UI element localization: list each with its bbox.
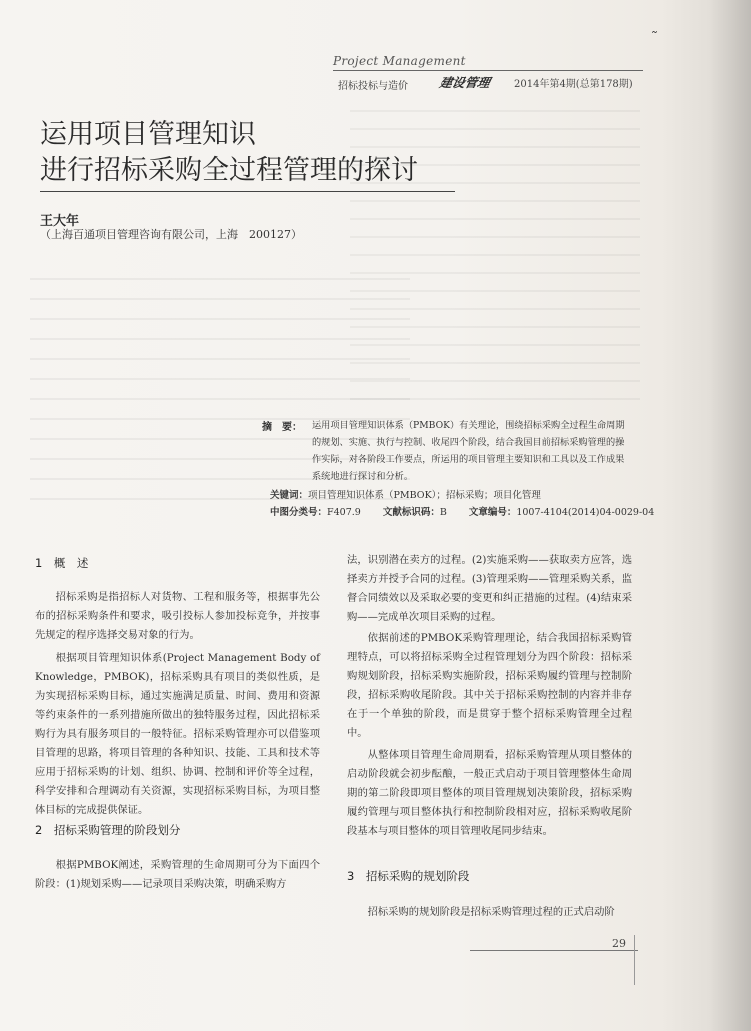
abstract-text: 运用项目管理知识体系（PMBOK）有关理论，围绕招标采购全过程生命周期的规划、实施、执行与控制、收尾四个阶段，结合我国目前招标采购管理的操作实际，对各阶段工作要点，所运用的项目管理主要知识和工具以及工作成果系统地进行探讨和分析。: [312, 420, 625, 482]
left-column-part-1: [35, 588, 320, 820]
header-rule: [333, 70, 643, 71]
page-number: 29: [612, 937, 626, 950]
paragraph: 依据前述的PMBOK采购管理理论，结合我国招标采购管理特点，可以将招标采购全过程管理划分为四个阶段：招标采购规划阶段，招标采购实施阶段，招标采购履约管理与控制阶段，招标采购收尾阶段。其中关于招标采购控制的内容并非存在于一个单独的阶段，而是贯穿于整个招标采购管理全过程中。: [347, 632, 632, 739]
keywords-text: 项目管理知识体系（PMBOK）；招标采购；项目化管理: [308, 490, 541, 501]
issue-info: 2014年第4期(总第178期): [514, 79, 633, 90]
article-title-line-1: 运用项目管理知识: [40, 119, 256, 150]
paragraph: 法，识别潜在卖方的过程。(2)实施采购——获取卖方应答，选择卖方并授予合同的过程。(3)管理采购——管理采购关系，监督合同绩效以及采取必要的变更和纠正措施的过程。(4)结束采购——完成单次项目采购的过程。: [347, 554, 632, 623]
article-title-line-2: 进行招标采购全过程管理的探讨: [40, 155, 418, 186]
clc-label: 中图分类号：: [270, 507, 328, 518]
keywords-line: [270, 487, 541, 501]
left-column-part-2: [35, 856, 320, 894]
paragraph: 从整体项目管理生命周期看，招标采购管理从项目整体的启动阶段就会初步酝酿，一般正式启动于项目管理整体生命周期的第二阶段即项目整体的项目管理规划决策阶段，招标采购履约管理与项目整体执行和控制阶段相对应，招标采购收尾阶段基本与项目整体的项目管理收尾同步结束。: [347, 749, 632, 837]
running-title: Project Management: [333, 54, 466, 68]
clc-value: F407.9: [327, 507, 361, 518]
crop-mark: [634, 935, 635, 985]
bleed-through-text: [350, 95, 640, 400]
keywords-label: 关键词：: [270, 490, 309, 501]
article-number-label: 文章编号：: [468, 507, 517, 518]
section-heading-1: 1 概 述: [35, 556, 89, 570]
author-name: 王大年: [40, 214, 80, 229]
paragraph: 根据PMBOK阐述，采购管理的生命周期可分为下面四个阶段：(1)规划采购——记录项目采购决策，明确采购方: [35, 859, 320, 890]
section-header: 招标投标与造价: [338, 81, 408, 92]
doc-code-value: B: [439, 507, 447, 518]
journal-logo: 建设管理: [438, 75, 492, 90]
page-edge-shadow: [709, 0, 751, 1031]
paragraph: 招标采购是指招标人对货物、工程和服务等，根据事先公布的招标采购条件和要求，吸引投标人参加投标竞争，并按事先规定的程序选择交易对象的行为。: [35, 591, 320, 641]
paragraph: 招标采购的规划阶段是招标采购管理过程的正式启动阶: [367, 906, 615, 918]
classification-line: [270, 504, 654, 518]
right-column-part-1: [347, 551, 632, 841]
abstract-label: 摘 要：: [262, 422, 302, 433]
paragraph: 根据项目管理知识体系(Project Management Body of Knowledge，PMBOK)，招标采购具有项目的类似性质，是为实现招标采购目标，通过实施满足质量、时间、费用和资源等约束条件的一系列措施所做出的独特服务过程，因此招标采购行为具有服务项目的一般特征。招标采购管理亦可以借鉴项目管理的思路，将项目管理的各种知识、技能、工具和技术等应用于招标采购的计划、组织、协调、控制和评价等全过程，科学安排和合理调动有关资源，实现招标采购目标，为项目整体目标的完成提供保证。: [35, 652, 320, 816]
footer-rule: [470, 950, 638, 951]
section-heading-2: 2 招标采购管理的阶段划分: [35, 823, 181, 837]
doc-code-label: 文献标识码：: [382, 507, 440, 518]
author-affiliation: （上海百通项目管理咨询有限公司，上海 200127）: [40, 228, 302, 241]
right-column-part-2: [347, 903, 632, 922]
title-rule: [40, 191, 455, 192]
section-heading-3: 3 招标采购的规划阶段: [347, 869, 470, 883]
article-number-value: 1007-4104(2014)04-0029-04: [516, 507, 655, 518]
corner-mark: ˜: [651, 30, 658, 46]
